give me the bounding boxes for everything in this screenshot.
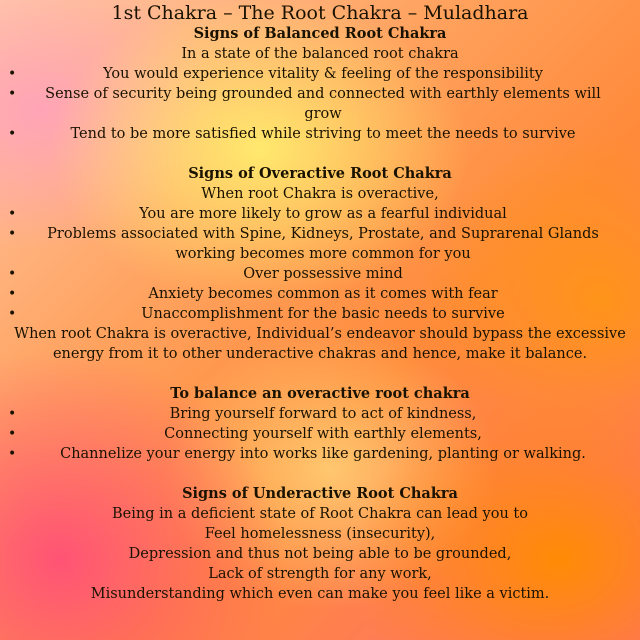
- list-item-text: Tend to be more satisfied while striving to meet the needs to survive: [70, 126, 576, 142]
- bullet-icon: •: [8, 446, 17, 462]
- list-item-text: Problems associated with Spine, Kidneys, Prostate, and Suprarenal Glands working becomes more common for you: [47, 226, 599, 262]
- list-item-text: Bring yourself forward to act of kindness,: [169, 406, 477, 422]
- bullet-icon: •: [8, 406, 17, 422]
- balance-overactive-heading: To balance an overactive root chakra: [170, 385, 470, 402]
- underactive-section: [0, 484, 640, 604]
- poster-content: [0, 2, 640, 604]
- list-item: [0, 264, 640, 284]
- list-item: [0, 424, 640, 444]
- spacer: [0, 144, 640, 164]
- list-item-text: Sense of security being grounded and connected with earthly elements will grow: [45, 86, 601, 122]
- balance-overactive-list: [0, 404, 640, 464]
- balanced-section: [0, 24, 640, 144]
- underactive-heading: Signs of Underactive Root Chakra: [182, 485, 458, 502]
- underactive-line: Misunderstanding which even can make you feel like a victim.: [90, 586, 550, 602]
- spacer: [0, 364, 640, 384]
- list-item: [0, 444, 640, 464]
- underactive-line: Feel homelessness (insecurity),: [204, 526, 436, 542]
- list-item-text: You are more likely to grow as a fearful individual: [139, 206, 507, 222]
- balanced-intro: In a state of the balanced root chakra: [181, 46, 459, 62]
- bullet-icon: •: [8, 126, 17, 142]
- list-item-text: Unaccomplishment for the basic needs to survive: [141, 306, 505, 322]
- underactive-line: Being in a deficient state of Root Chakra can lead you to: [112, 506, 528, 522]
- list-item: [0, 204, 640, 224]
- list-item-text: Anxiety becomes common as it comes with fear: [148, 286, 498, 302]
- balanced-list: [0, 64, 640, 144]
- page-title: 1st Chakra – The Root Chakra – Muladhara: [111, 2, 529, 24]
- list-item-text: Connecting yourself with earthly elements,: [164, 426, 482, 442]
- underactive-line: Lack of strength for any work,: [208, 566, 432, 582]
- balanced-heading: Signs of Balanced Root Chakra: [193, 25, 447, 42]
- list-item: [0, 304, 640, 324]
- bullet-icon: •: [8, 426, 17, 442]
- overactive-heading: Signs of Overactive Root Chakra: [188, 165, 452, 182]
- balance-overactive-section: [0, 384, 640, 464]
- list-item: [0, 64, 640, 84]
- overactive-list: [0, 204, 640, 324]
- spacer: [0, 464, 640, 484]
- list-item: [0, 224, 640, 264]
- overactive-conclusion: When root Chakra is overactive, Individual’s endeavor should bypass the excessive energy from it to other underactive chakras and hence, make it balance.: [14, 326, 626, 362]
- bullet-icon: •: [8, 206, 17, 222]
- bullet-icon: •: [8, 306, 17, 322]
- bullet-icon: •: [8, 66, 17, 82]
- bullet-icon: •: [8, 86, 17, 102]
- overactive-intro: When root Chakra is overactive,: [201, 186, 439, 202]
- overactive-section: [0, 164, 640, 364]
- underactive-line: Depression and thus not being able to be grounded,: [128, 546, 512, 562]
- list-item: [0, 124, 640, 144]
- list-item-text: Channelize your energy into works like gardening, planting or walking.: [60, 446, 586, 462]
- bullet-icon: •: [8, 266, 17, 282]
- bullet-icon: •: [8, 286, 17, 302]
- list-item: [0, 284, 640, 304]
- bullet-icon: •: [8, 226, 17, 242]
- list-item: [0, 84, 640, 124]
- list-item-text: Over possessive mind: [243, 266, 403, 282]
- list-item-text: You would experience vitality & feeling of the responsibility: [103, 66, 543, 82]
- list-item: [0, 404, 640, 424]
